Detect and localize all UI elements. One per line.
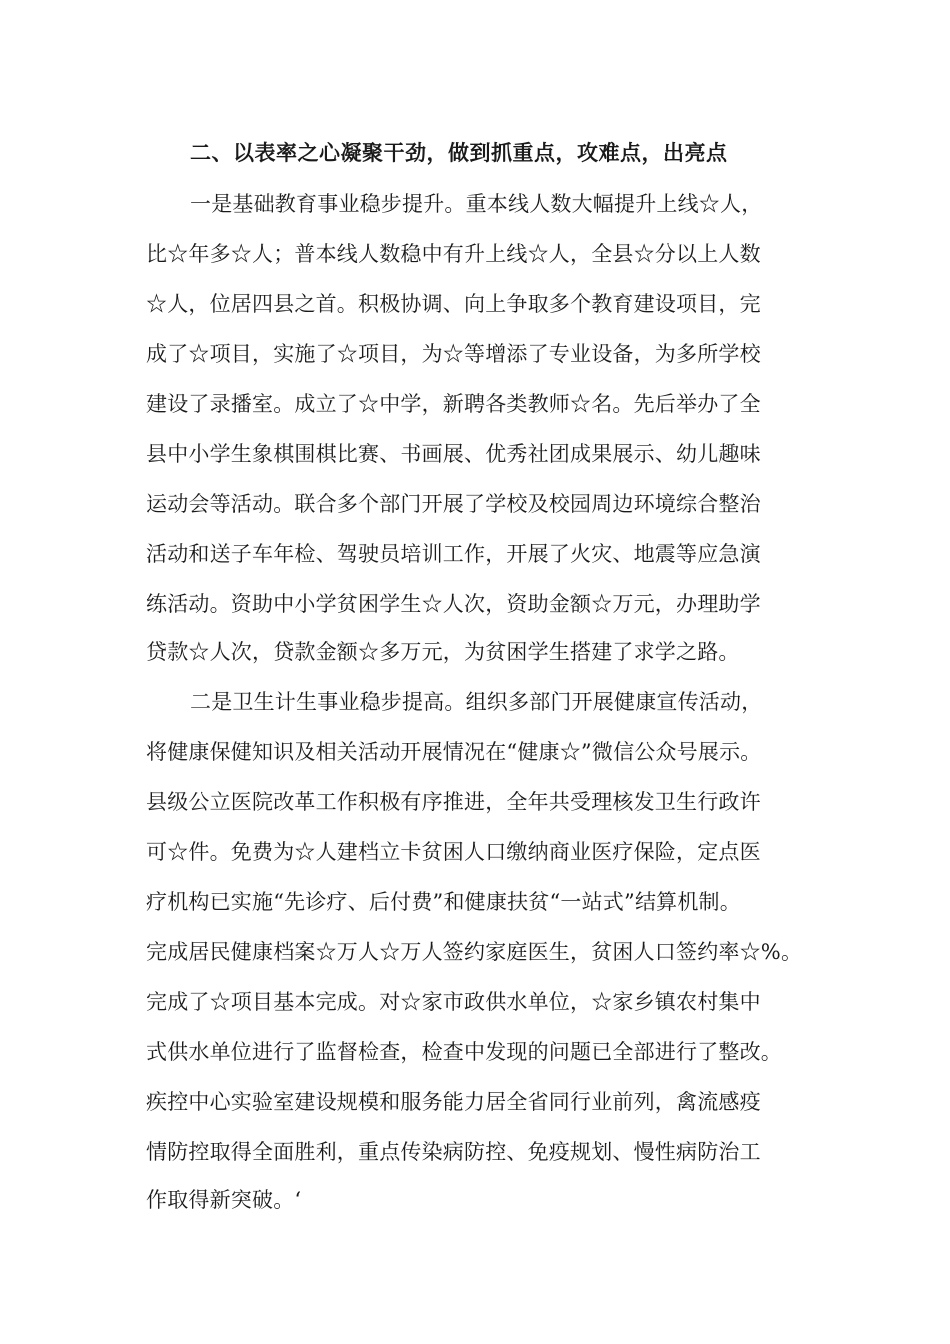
paragraph-line: 活动和送子车年检、驾驶员培训工作，开展了火灾、地震等应急演 — [146, 542, 761, 566]
paragraph-line: 比☆年多☆人；普本线人数稳中有升上线☆人，全县☆分以上人数 — [146, 242, 761, 266]
paragraph-line: 完成居民健康档案☆万人☆万人签约家庭医生，贫困人口签约率☆%。 — [146, 940, 803, 964]
paragraph-line: ☆人，位居四县之首。积极协调、向上争取多个教育建设项目，完 — [146, 292, 761, 316]
paragraph-line: 成了☆项目，实施了☆项目，为☆等增添了专业设备，为多所学校 — [146, 342, 761, 366]
paragraph-line: 县级公立医院改革工作积极有序推进，全年共受理核发卫生行政许 — [146, 790, 761, 814]
paragraph-line: 练活动。资助中小学贫困学生☆人次，资助金额☆万元，办理助学 — [146, 592, 761, 616]
paragraph-line: 可☆件。免费为☆人建档立卡贫困人口缴纳商业医疗保险，定点医 — [146, 840, 761, 864]
paragraph-line: 一是基础教育事业稳步提升。重本线人数大幅提升上线☆人， — [190, 192, 763, 216]
paragraph-line: 疾控中心实验室建设规模和服务能力居全省同行业前列，禽流感疫 — [146, 1090, 761, 1114]
paragraph-line: 运动会等活动。联合多个部门开展了学校及校园周边环境综合整治 — [146, 492, 761, 516]
paragraph-line: 式供水单位进行了监督检查，检查中发现的问题已全部进行了整改。 — [146, 1040, 782, 1064]
section-heading: 二、以表率之心凝聚干劲，做到抓重点，攻难点，出亮点 — [190, 140, 728, 165]
paragraph-line: 作取得新突破。‘ — [146, 1188, 302, 1212]
paragraph-line: 将健康保健知识及相关活动开展情况在“健康☆”微信公众号展示。 — [146, 740, 762, 764]
paragraph-line: 疗机构已实施“先诊疗、后付费”和健康扶贫“一站式”结算机制。 — [146, 890, 741, 914]
paragraph-line: 二是卫生计生事业稳步提高。组织多部门开展健康宣传活动， — [190, 690, 763, 714]
paragraph-line: 情防控取得全面胜利，重点传染病防控、免疫规划、慢性病防治工 — [146, 1140, 761, 1164]
paragraph-line: 贷款☆人次，贷款金额☆多万元，为贫困学生搭建了求学之路。 — [146, 640, 740, 664]
paragraph-line: 完成了☆项目基本完成。对☆家市政供水单位，☆家乡镇农村集中 — [146, 990, 761, 1014]
paragraph-line: 建设了录播室。成立了☆中学，新聘各类教师☆名。先后举办了全 — [146, 392, 761, 416]
paragraph-line: 县中小学生象棋围棋比赛、书画展、优秀社团成果展示、幼儿趣味 — [146, 442, 761, 466]
